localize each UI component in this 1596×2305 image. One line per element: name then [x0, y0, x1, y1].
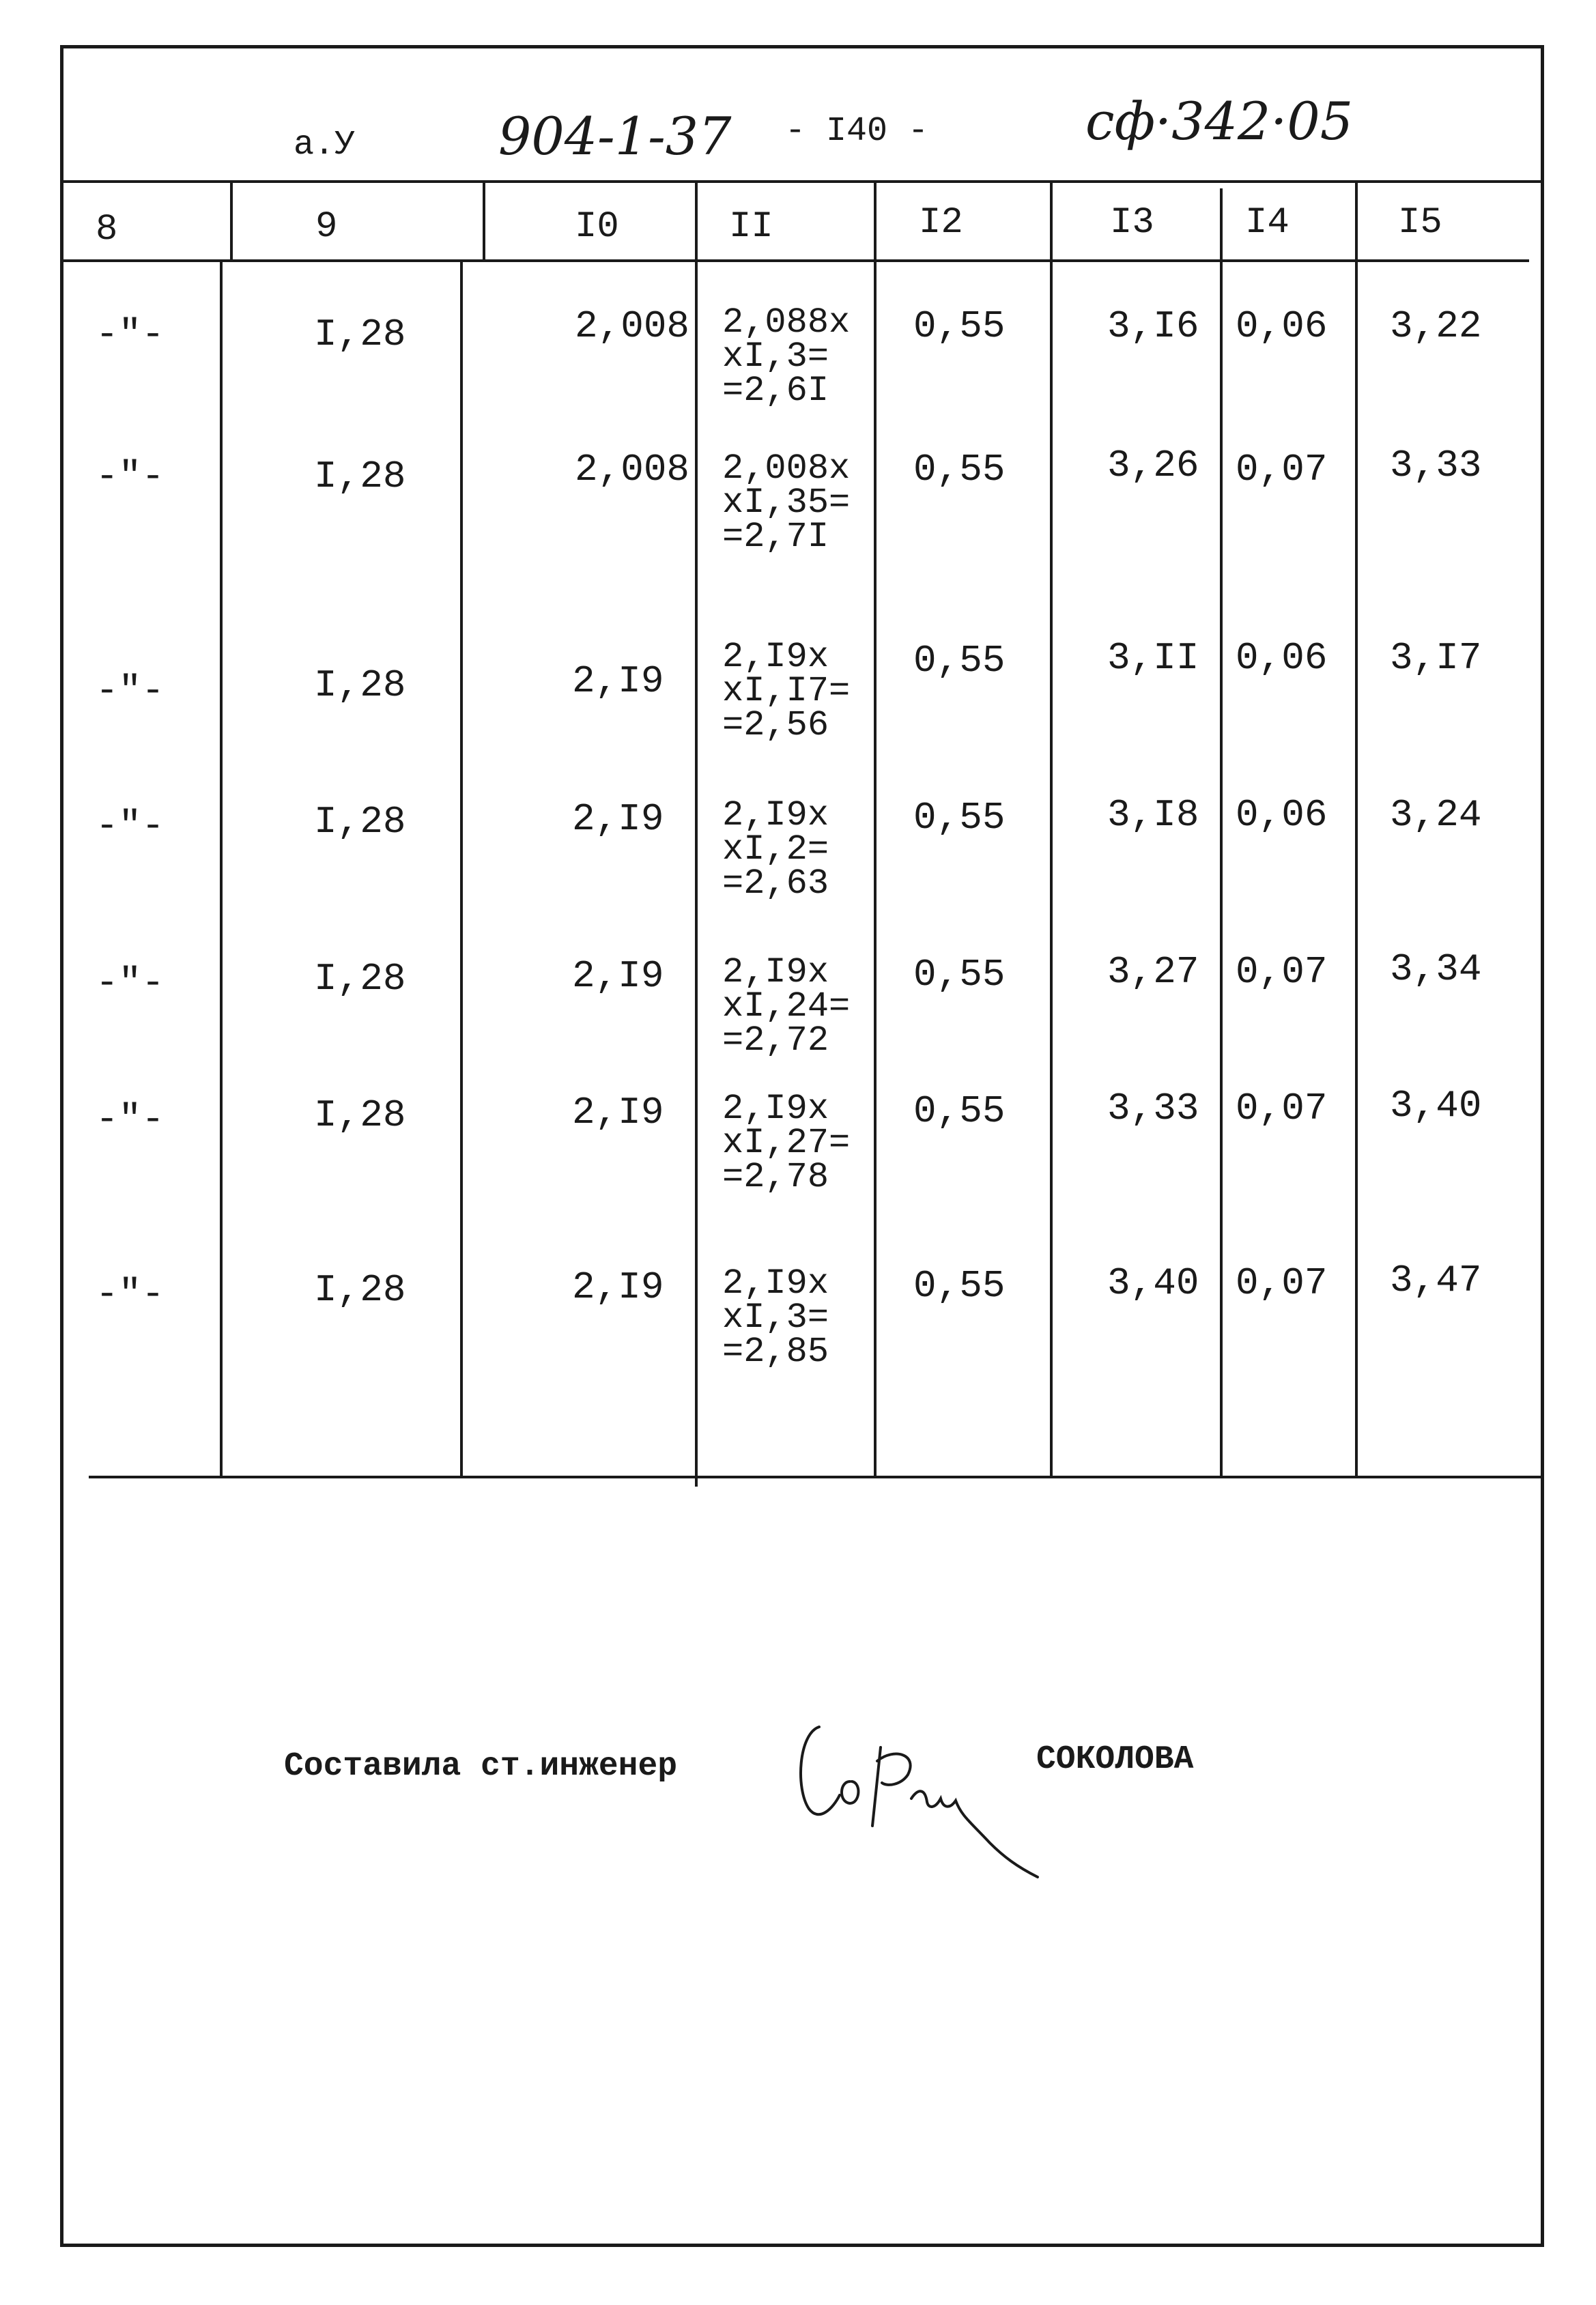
- column-header: 9: [315, 206, 338, 248]
- formula-line: xI,35=: [722, 483, 851, 523]
- table-cell: -"-: [96, 1098, 165, 1141]
- header-rule: [63, 180, 1541, 183]
- table-cell: 0,06: [1236, 304, 1328, 348]
- column-divider: [1050, 183, 1053, 1476]
- page-number: - I40 -: [785, 112, 929, 151]
- table-cell: I,28: [314, 1093, 406, 1137]
- compiled-by-label: Составила ст.инженер: [284, 1748, 678, 1785]
- column-header: I5: [1398, 202, 1442, 244]
- table-cell: 0,07: [1236, 448, 1328, 491]
- formula-line: 2,I9x: [722, 952, 829, 992]
- formula-line: xI,I7=: [722, 671, 851, 711]
- project-code: 904-1-37: [498, 106, 732, 167]
- table-cell: 0,55: [913, 796, 1006, 840]
- table-cell: 0,55: [913, 1264, 1006, 1308]
- table-cell: 0,07: [1236, 1261, 1328, 1305]
- column-divider: [220, 261, 223, 1476]
- formula-line: 2,I9x: [722, 1089, 829, 1129]
- sheet-code: сф·342·05: [1085, 91, 1354, 152]
- table-cell: 2,I9: [572, 954, 664, 998]
- column-divider: [695, 183, 698, 1487]
- column-header-rule: [63, 259, 1529, 262]
- table-cell: 2,008: [575, 304, 690, 348]
- table-cell: 2,I9: [572, 659, 664, 703]
- table-cell: 2,I9: [572, 1265, 664, 1309]
- table-cell: 3,40: [1107, 1261, 1199, 1305]
- table-cell: -"-: [96, 669, 165, 713]
- table-cell: 3,I6: [1107, 304, 1199, 348]
- table-cell: I,28: [314, 800, 406, 844]
- formula-line: =2,6I: [722, 371, 829, 411]
- handwritten-signature: [792, 1706, 1079, 1884]
- column-header: I0: [575, 206, 619, 248]
- table-cell: 3,24: [1390, 793, 1482, 837]
- formula-line: xI,27=: [722, 1123, 851, 1163]
- formula-line: =2,56: [722, 705, 829, 745]
- formula-line: =2,78: [722, 1157, 829, 1197]
- table-cell: -"-: [96, 455, 165, 498]
- formula-line: 2,I9x: [722, 637, 829, 677]
- table-cell: 0,55: [913, 448, 1006, 491]
- table-cell: 0,55: [913, 304, 1006, 348]
- table-cell: 3,47: [1390, 1259, 1482, 1302]
- table-cell: 0,55: [913, 639, 1006, 683]
- table-cell: 2,008: [575, 448, 690, 491]
- table-cell: 3,22: [1390, 304, 1482, 348]
- formula-line: xI,2=: [722, 829, 829, 870]
- formula-line: xI,24=: [722, 986, 851, 1027]
- column-header: I2: [919, 202, 963, 244]
- table-cell: 3,33: [1107, 1087, 1199, 1130]
- formula-line: 2,I9x: [722, 1263, 829, 1304]
- table-cell: 0,55: [913, 953, 1006, 997]
- table-cell: -"-: [96, 1272, 165, 1316]
- formula-line: =2,63: [722, 863, 829, 904]
- table-cell: 3,I7: [1390, 636, 1482, 680]
- table-cell: 0,06: [1236, 636, 1328, 680]
- table-cell: 3,II: [1107, 636, 1199, 680]
- formula-line: =2,7I: [722, 517, 829, 557]
- table-cell: 0,55: [913, 1089, 1006, 1133]
- table-cell: 3,34: [1390, 947, 1482, 991]
- table-cell: -"-: [96, 804, 165, 848]
- table-cell: I,28: [314, 313, 406, 356]
- column-header: I3: [1110, 202, 1154, 244]
- column-divider: [874, 183, 877, 1476]
- table-cell: 0,07: [1236, 1087, 1328, 1130]
- column-divider: [483, 183, 485, 261]
- formula-line: xI,3=: [722, 337, 829, 377]
- formula-line: 2,008x: [722, 448, 851, 489]
- table-cell: -"-: [96, 313, 165, 356]
- column-header: 8: [96, 209, 118, 250]
- table-cell: I,28: [314, 455, 406, 498]
- table-cell: 0,07: [1236, 950, 1328, 994]
- table-bottom-rule: [89, 1476, 1541, 1478]
- formula-line: =2,72: [722, 1020, 829, 1061]
- column-divider: [460, 261, 463, 1476]
- column-divider: [230, 183, 233, 261]
- table-cell: 0,06: [1236, 793, 1328, 837]
- table-cell: 2,I9: [572, 1091, 664, 1134]
- table-cell: 2,I9: [572, 797, 664, 841]
- table-cell: I,28: [314, 1268, 406, 1312]
- table-cell: 3,27: [1107, 950, 1199, 994]
- formula-line: 2,088x: [722, 302, 851, 343]
- formula-line: 2,I9x: [722, 795, 829, 835]
- column-header: I4: [1245, 202, 1289, 244]
- header-prefix: а.У: [294, 126, 356, 164]
- formula-line: xI,3=: [722, 1298, 829, 1338]
- table-cell: 3,26: [1107, 444, 1199, 487]
- table-cell: 3,40: [1390, 1084, 1482, 1128]
- table-cell: -"-: [96, 961, 165, 1005]
- column-divider: [1355, 183, 1358, 1476]
- signatory-name: СОКОЛОВА: [1036, 1741, 1194, 1778]
- table-cell: 3,33: [1390, 444, 1482, 487]
- table-cell: I,28: [314, 957, 406, 1001]
- formula-line: =2,85: [722, 1332, 829, 1372]
- column-header: II: [729, 206, 773, 248]
- table-cell: 3,I8: [1107, 793, 1199, 837]
- column-divider: [1220, 188, 1223, 1476]
- table-cell: I,28: [314, 663, 406, 707]
